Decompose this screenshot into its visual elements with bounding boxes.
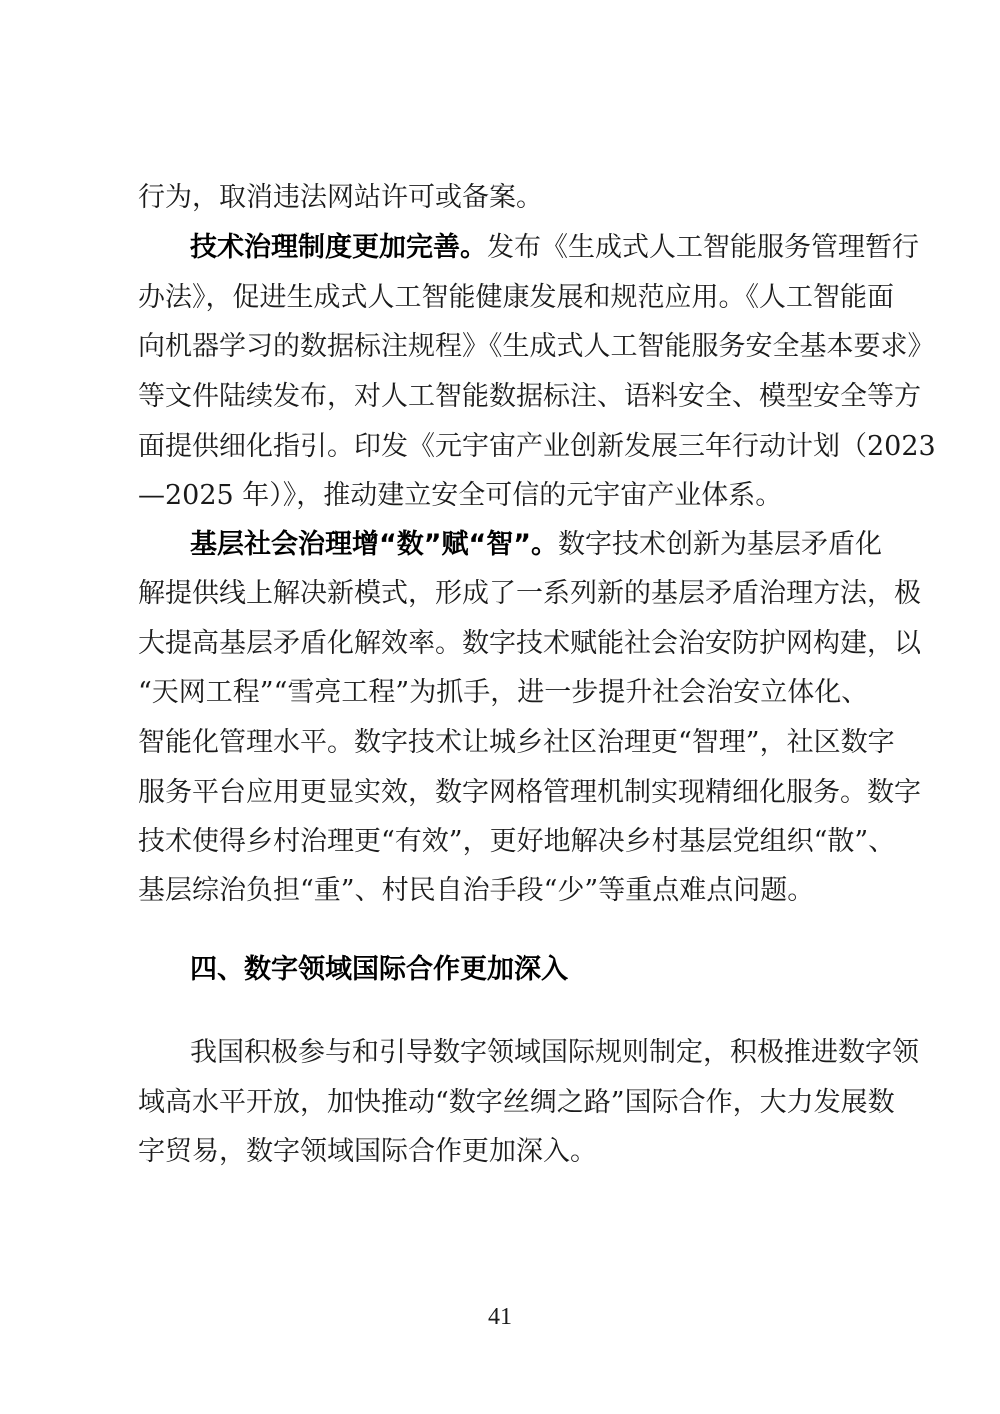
paragraph-line: “天网工程”“雪亮工程”为抓手，进一步提升社会治安立体化、 xyxy=(138,677,869,708)
paragraph-line xyxy=(190,531,882,558)
paragraph-line: 等文件陆续发布，对人工智能数据标注、语料安全、模型安全等方 xyxy=(138,381,921,412)
paragraph-text: 数字技术创新为基层矛盾化 xyxy=(557,529,882,560)
paragraph-line: 技术使得乡村治理更“有效”，更好地解决乡村基层党组织“散”、 xyxy=(138,826,896,857)
paragraph-line: 向机器学习的数据标注规程》《生成式人工智能服务安全基本要求》 xyxy=(138,331,935,362)
paragraph-line: 行为，取消违法网站许可或备案。 xyxy=(138,182,543,213)
paragraph-line: 智能化管理水平。数字技术让城乡社区治理更“智理”，社区数字 xyxy=(138,727,895,758)
paragraph-line: 大提高基层矛盾化解效率。数字技术赋能社会治安防护网构建，以 xyxy=(138,628,921,659)
paragraph-line: 解提供线上解决新模式，形成了一系列新的基层矛盾治理方法，极 xyxy=(138,578,921,609)
paragraph-line: 域高水平开放，加快推动“数字丝绸之路”国际合作，大力发展数 xyxy=(138,1087,895,1118)
paragraph-line: 服务平台应用更显实效，数字网格管理机制实现精细化服务。数字 xyxy=(138,777,921,808)
paragraph-line: —2025 年）》，推动建立安全可信的元宇宙产业体系。 xyxy=(138,480,783,511)
page-number: 41 xyxy=(488,1304,512,1330)
paragraph-line: 我国积极参与和引导数字领域国际规则制定，积极推进数字领 xyxy=(190,1037,919,1068)
paragraph-heading: 技术治理制度更加完善。 xyxy=(190,232,487,263)
paragraph-line: 字贸易，数字领域国际合作更加深入。 xyxy=(138,1136,597,1167)
paragraph-heading: 基层社会治理增“数”赋“智”。 xyxy=(190,529,558,560)
paragraph-line: 面提供细化指引。印发《元宇宙产业创新发展三年行动计划（2023 xyxy=(138,431,936,462)
paragraph-line: 办法》，促进生成式人工智能健康发展和规范应用。《人工智能面 xyxy=(138,282,894,313)
paragraph-line: 基层综治负担“重”、村民自治手段“少”等重点难点问题。 xyxy=(138,875,815,906)
paragraph-line xyxy=(190,234,919,261)
section-heading: 四、数字领域国际合作更加深入 xyxy=(190,954,568,985)
paragraph-text: 发布《生成式人工智能服务管理暂行 xyxy=(487,232,919,263)
